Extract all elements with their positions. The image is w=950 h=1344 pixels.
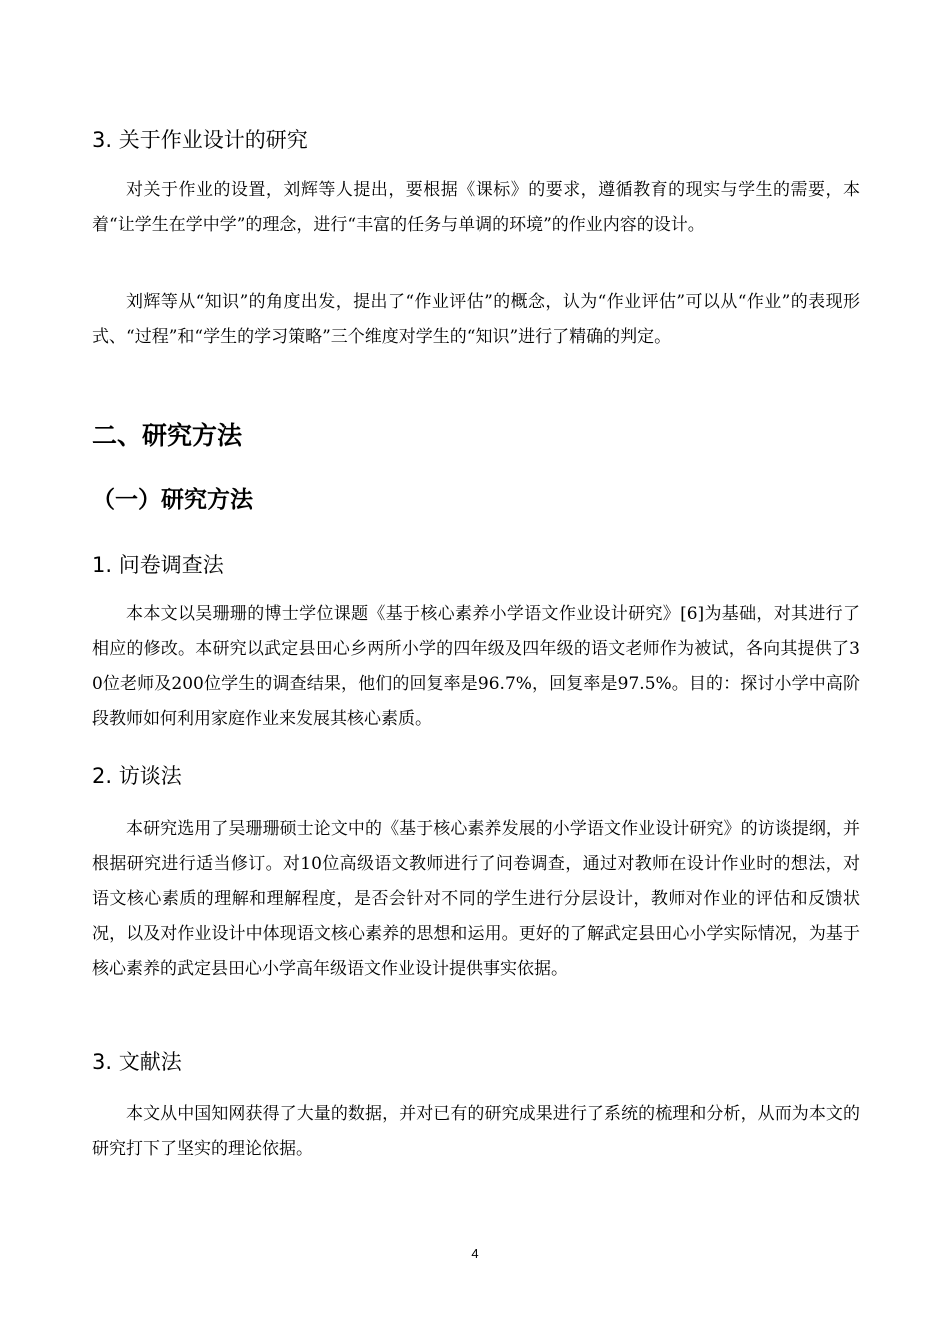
section-heading-homework-design: 3. 关于作业设计的研究 <box>92 128 308 152</box>
paragraph-homework-evaluation: 刘辉等从“知识”的角度出发，提出了“作业评估”的概念，认为“作业评估”可以从“作业”的表现形式、“过程”和“学生的学习策略”三个维度对学生的“知识”进行了精确的判定。 <box>92 292 860 347</box>
paragraph-questionnaire: 本本文以吴珊珊的博士学位课题《基于核心素养小学语文作业设计研究》[6]为基础，对其进行了相应的修改。本研究以武定县田心乡两所小学的四年级及四年级的语文老师作为被试，各向其提供了30位老师及200位学生的调查结果，他们的回复率是96.7%，回复率是97.5%。目的：探讨小学中高阶段教师如何利用家庭作业来发展其核心素质。 <box>92 604 860 729</box>
paragraph-literature: 本文从中国知网获得了大量的数据，并对已有的研究成果进行了系统的梳理和分析，从而为本文的研究打下了坚实的理论依据。 <box>92 1104 860 1159</box>
method-heading-questionnaire: 1. 问卷调查法 <box>92 553 224 577</box>
page-number: 4 <box>471 1246 479 1261</box>
paragraph-interview: 本研究选用了吴珊珊硕士论文中的《基于核心素养发展的小学语文作业设计研究》的访谈提纲，并根据研究进行适当修订。对10位高级语文教师进行了问卷调查，通过对教师在设计作业时的想法，对语文核心素质的理解和理解程度，是否会针对不同的学生进行分层设计，教师对作业的评估和反馈状况，以及对作业设计中体现语文核心素养的思想和运用。更好的了解武定县田心小学实际情况，为基于核心素养的武定县田心小学高年级语文作业设计提供事实依据。 <box>92 819 860 979</box>
section-title: （一）研究方法 <box>92 487 253 513</box>
paragraph-homework-setting: 对关于作业的设置，刘辉等人提出，要根据《课标》的要求，遵循教育的现实与学生的需要，本着“让学生在学中学”的理念，进行“丰富的任务与单调的环境”的作业内容的设计。 <box>92 180 860 235</box>
method-heading-literature: 3. 文献法 <box>92 1050 182 1074</box>
method-heading-interview: 2. 访谈法 <box>92 764 182 788</box>
chapter-title: 二、研究方法 <box>92 421 243 450</box>
